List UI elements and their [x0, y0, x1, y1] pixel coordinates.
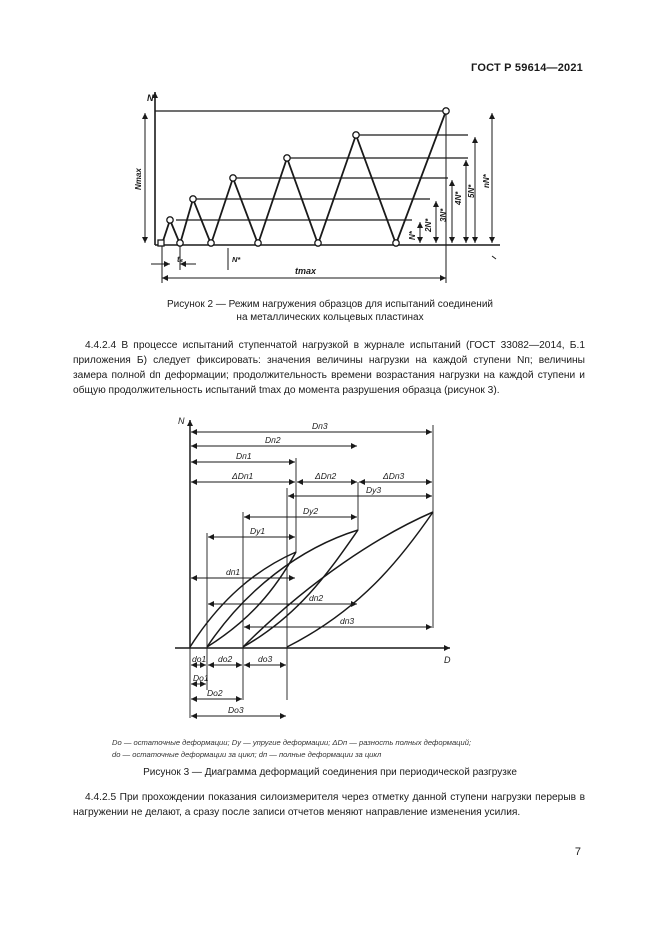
fig3-n-axis: N	[178, 416, 185, 426]
fig2-ts-label: tₛ	[177, 255, 183, 264]
svg-text:Dу1: Dу1	[250, 526, 266, 536]
fig2-y-label: N	[147, 93, 154, 103]
svg-text:N*: N*	[408, 231, 417, 240]
svg-text:ΔDп1: ΔDп1	[232, 471, 254, 481]
svg-text:Dп1: Dп1	[236, 451, 252, 461]
standard-code: ГОСТ Р 59614—2021	[471, 62, 583, 74]
fig2-nstar-label: N*	[232, 255, 241, 264]
svg-text:Dо3: Dо3	[228, 705, 244, 715]
fig3-labels	[192, 421, 405, 715]
svg-text:Dп2: Dп2	[265, 435, 281, 445]
svg-text:Dу2: Dу2	[303, 506, 319, 516]
paragraph-4-4-2-5: 4.4.2.5 При прохождении показания силоизмерителя через отметку данной ступени нагрузки перерыв в нагружении не делают, а сразу после записи отчетов меняют направление изменения усилия.	[73, 792, 585, 818]
svg-text:dп3: dп3	[340, 616, 355, 626]
figure-3-legend: Dо — остаточные деформации; Dу — упругие деформации; ΔDп — разность полных деформаций; dо — остаточные деформации за цикл; dп — полные деформации за цикл	[112, 738, 472, 759]
svg-text:dо2: dо2	[218, 654, 233, 664]
figure-3-caption: Рисунок 3 — Диаграмма деформаций соединения при периодической разгрузке	[143, 767, 517, 778]
paragraph-4-4-2-4: 4.4.2.4 В процессе испытаний ступенчатой нагрузкой в журнале испытаний (ГОСТ 33082—2014, Б.1 приложения Б) следует фиксировать: значения величины нагрузки на каждой ступени Nп; величины замера полной dп деформации; продолжительность времени возрастания нагрузки на каждой ступени и общую продолжительность испытаний tmax до момента разрушения образца (рисунок 3).	[73, 340, 585, 396]
fig2-nmax-label: Nmax	[134, 168, 143, 190]
page-number: 7	[574, 846, 581, 858]
svg-text:dп1: dп1	[226, 567, 241, 577]
svg-text:Dо2: Dо2	[207, 688, 223, 698]
svg-text:Dу3: Dу3	[366, 485, 382, 495]
fig2-tmax-label: tmax	[295, 266, 317, 276]
fig3-d-axis: D	[444, 655, 451, 665]
svg-text:5N*: 5N*	[467, 184, 476, 198]
svg-text:3N*: 3N*	[439, 208, 448, 222]
figure-2-caption: Рисунок 2 — Режим нагружения образцов для испытаний соединений на металлических кольцевых пластинах	[167, 299, 493, 323]
svg-text:Dп3: Dп3	[312, 421, 328, 431]
svg-text:2N*: 2N*	[424, 218, 433, 232]
svg-text:dо3: dо3	[258, 654, 273, 664]
svg-text:4N*: 4N*	[454, 191, 463, 205]
svg-text:nN*: nN*	[482, 174, 491, 188]
svg-text:Dо1: Dо1	[193, 673, 209, 683]
svg-text:ΔDп3: ΔDп3	[383, 471, 405, 481]
svg-text:ΔDп2: ΔDп2	[315, 471, 337, 481]
svg-text:dп2: dп2	[309, 593, 324, 603]
svg-text:dо1: dо1	[192, 654, 207, 664]
